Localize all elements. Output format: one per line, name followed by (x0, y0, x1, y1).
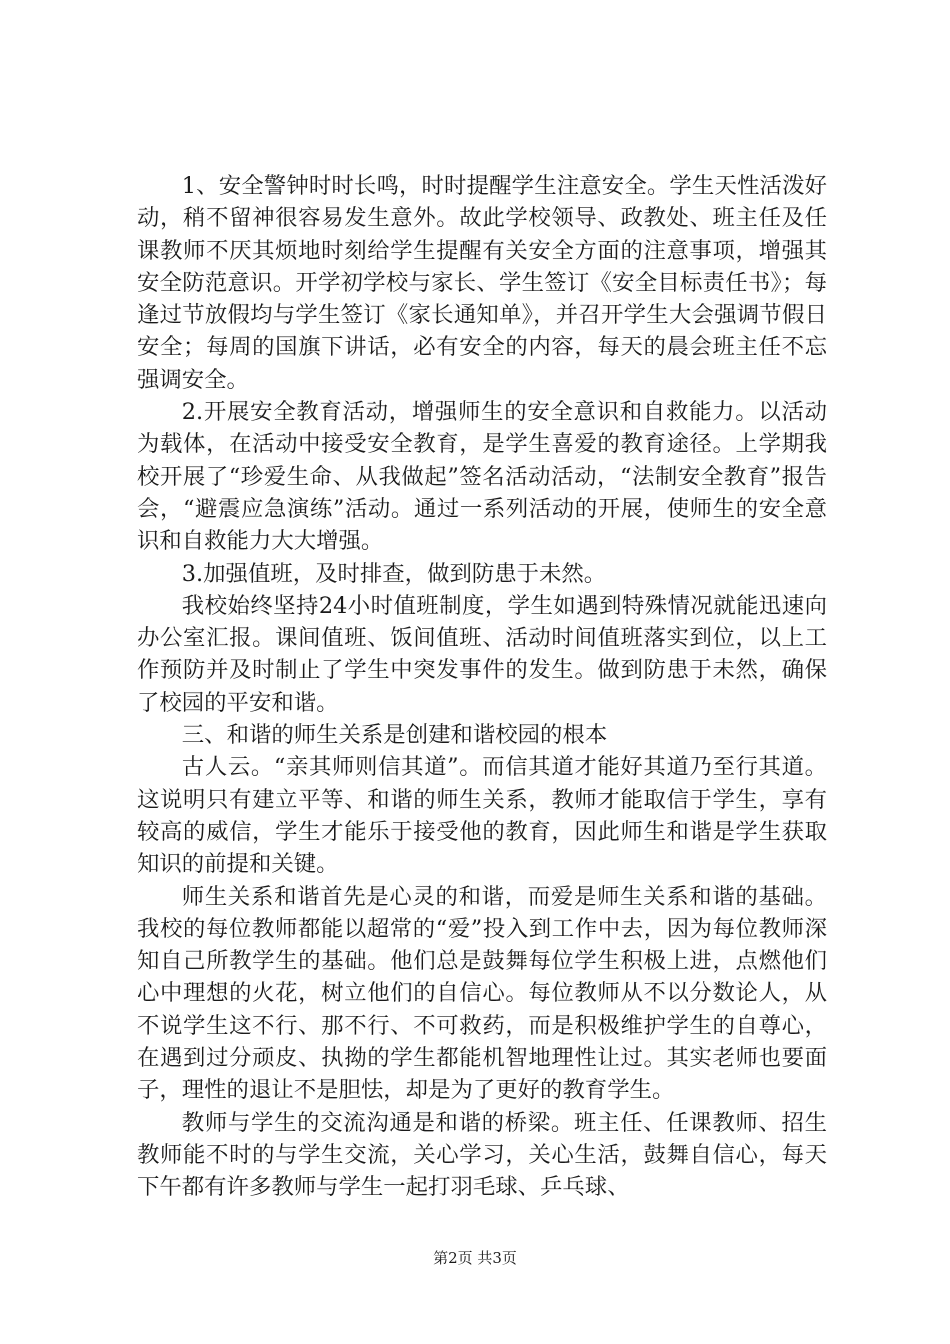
paragraph-8: 教师与学生的交流沟通是和谐的桥梁。班主任、任课教师、招生教师能不时的与学生交流，关心学习，关心生活，鼓舞自信心，每天下午都有许多教师与学生一起打羽毛球、乒乓球、 (137, 1109, 827, 1201)
page-number-footer: 第2页 共3页 (433, 1249, 517, 1267)
paragraph-3: 3.加强值班，及时排查，做到防患于未然。 (181, 560, 607, 587)
paragraph-4: 我校始终坚持24小时值班制度，学生如遇到特殊情况就能迅速向办公室汇报。课间值班、饭间值班、活动时间值班落实到位，以上工作预防并及时制止了学生中突发事件的发生。做到防患于未然，确保了校园的平安和谐。 (137, 592, 827, 716)
paragraph-2: 2.开展安全教育活动，增强师生的安全意识和自救能力。以活动为载体，在活动中接受安全教育，是学生喜爱的教育途径。上学期我校开展了“珍爱生命、从我做起”签名活动活动，“法制安全教育”报告会，“避震应急演练”活动。通过一系列活动的开展，使师生的安全意识和自救能力大大增强。 (137, 399, 827, 555)
paragraph-7: 师生关系和谐首先是心灵的和谐，而爱是师生关系和谐的基础。我校的每位教师都能以超常的“爱”投入到工作中去，因为每位教师深知自己所教学生的基础。他们总是鼓舞每位学生积极上进，点燃他们心中理想的火花，树立他们的自信心。每位教师从不以分数论人，从不说学生这不行、那不行、不可救药，而是积极维护学生的自尊心，在遇到过分顽皮、执拗的学生都能机智地理性让过。其实老师也要面子，理性的退让不是胆怯，却是为了更好的教育学生。 (137, 883, 827, 1104)
document-body (137, 170, 827, 1204)
paragraph-1: 1、安全警钟时时长鸣，时时提醒学生注意安全。学生天性活泼好动，稍不留神很容易发生意外。故此学校领导、政教处、班主任及任课教师不厌其烦地时刻给学生提醒有关安全方面的注意事项，增强其安全防范意识。开学初学校与家长、学生签订《安全目标责任书》；每逢过节放假均与学生签订《家长通知单》，并召开学生大会强调节假日安全；每周的国旗下讲话，必有安全的内容，每天的晨会班主任不忘强调安全。 (137, 173, 827, 393)
paragraph-6: 古人云。“亲其师则信其道”。而信其道才能好其道乃至行其道。这说明只有建立平等、和谐的师生关系，教师才能取信于学生，享有较高的威信，学生才能乐于接受他的教育，因此师生和谐是学生获取知识的前提和关键。 (137, 754, 827, 878)
section-heading: 三、和谐的师生关系是创建和谐校园的根本 (181, 722, 608, 749)
